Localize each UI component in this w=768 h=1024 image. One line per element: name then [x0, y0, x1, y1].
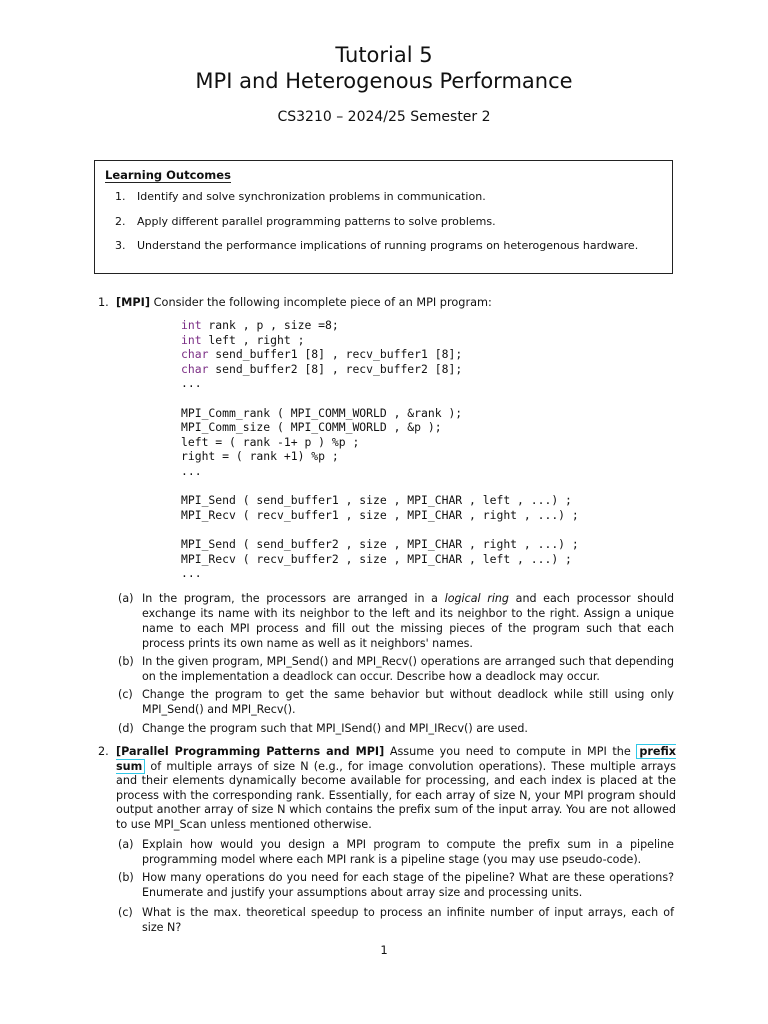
item-number: 3. [115, 239, 126, 252]
subquestion-text: In the given program, MPI_Send() and MPI_Recv() operations are arranged such that depending on the implementation a deadlock can occur. Describe how a deadlock may occur. [142, 655, 674, 683]
subquestion-text [142, 591, 674, 651]
question-2-number: 2. [98, 745, 109, 758]
learning-outcomes-box [94, 160, 673, 274]
question-2-tag: [Parallel Programming Patterns and MPI] [116, 745, 385, 758]
learning-outcome-item [115, 210, 638, 235]
text-part: of multiple arrays of size N (e.g., for image convolution operations). These multiple arrays and their elements dynamically become available for processing, and each index is placed at the process with the corresponding rank. Essentially, for each array of size N, your MPI program should output another array of size N which contains the prefix sum of the input array. You are not allowed to use MPI_Scan unless mentioned otherwise. [116, 759, 676, 831]
title-line-2: MPI and Heterogenous Performance [195, 69, 573, 93]
subquestion-label: (b) [118, 655, 134, 668]
item-text: Understand the performance implications of running programs on heterogenous hardware. [137, 239, 639, 252]
code-keyword: char [181, 347, 209, 362]
code-line: MPI_Recv ( recv_buffer1 , size , MPI_CHAR , right , ...) ; [181, 507, 579, 522]
question-1b [118, 654, 678, 686]
text-part: Assume you need to compute in MPI the [384, 745, 637, 758]
code-line: MPI_Comm_rank ( MPI_COMM_WORLD , &rank ); [181, 405, 463, 420]
item-number: 1. [115, 190, 126, 203]
code-line: right = ( rank +1) %p ; [181, 449, 339, 464]
item-number: 2. [115, 214, 126, 228]
question-1d [118, 721, 678, 737]
text-part: In the program, the processors are arranged in a [142, 592, 445, 605]
question-1-number: 1. [98, 296, 109, 309]
subquestion-text: How many operations do you need for each stage of the pipeline? What are these operations? Enumerate and justify your assumptions about array size and processing units. [142, 871, 674, 899]
code-keyword: int [181, 332, 202, 347]
text-part: and each processor should exchange its name with its neighbor to the left and its neighbor to the right. Assign a unique name to each MPI process and fill out the missing pieces of the program such that each process prints its own name as well as it neighbors' names. [142, 592, 674, 650]
subquestion-label: (d) [118, 722, 134, 735]
learning-outcomes-heading: Learning Outcomes [105, 168, 231, 182]
code-line: MPI_Send ( send_buffer1 , size , MPI_CHAR , left , ...) ; [181, 493, 572, 508]
code-line: ... [181, 376, 202, 391]
code-line: ... [181, 463, 202, 478]
subquestion-label: (c) [118, 906, 133, 919]
code-line: left , right ; [201, 332, 305, 347]
question-1-intro [116, 296, 492, 311]
code-line: MPI_Recv ( recv_buffer2 , size , MPI_CHAR , left , ...) ; [181, 551, 572, 566]
subquestion-label: (b) [118, 871, 134, 884]
code-keyword: char [181, 361, 209, 376]
question-1c [118, 687, 678, 719]
code-keyword: int [181, 318, 202, 332]
learning-outcome-item [115, 234, 639, 259]
question-1-intro-text: Consider the following incomplete piece of an MPI program: [153, 296, 492, 309]
learning-outcome-item [115, 185, 638, 210]
item-text: Identify and solve synchronization problems in communication. [137, 190, 486, 203]
subquestion-text: What is the max. theoretical speedup to process an infinite number of input arrays, each of size N? [142, 906, 674, 934]
code-line: MPI_Comm_size ( MPI_COMM_WORLD , &p ); [181, 420, 442, 435]
question-1a [118, 591, 678, 651]
code-line: MPI_Send ( send_buffer2 , size , MPI_CHAR , right , ...) ; [181, 536, 579, 551]
code-line: left = ( rank -1+ p ) %p ; [181, 434, 360, 449]
subquestion-label: (a) [118, 838, 134, 851]
page-number: 1 [380, 943, 388, 957]
code-line: send_buffer1 [8] , recv_buffer1 [8]; [208, 347, 463, 362]
subquestion-text: Explain how would you design a MPI program to compute the prefix sum in a pipeline programming model where each MPI rank is a pipeline stage (you may use pseudo-code). [142, 838, 674, 866]
question-2c [118, 905, 678, 934]
code-line: ... [181, 566, 202, 581]
code-line: rank , p , size =8; [201, 318, 339, 332]
question-2-intro [116, 745, 676, 832]
subquestion-text: Change the program to get the same behavior but without deadlock while still using only MPI_Send() and MPI_Recv(). [142, 688, 674, 716]
title-line-1: Tutorial 5 [335, 43, 433, 67]
item-text: Apply different parallel programming patterns to solve problems. [137, 214, 496, 228]
course-subtitle: CS3210 – 2024/25 Semester 2 [277, 109, 491, 125]
subquestion-text: Change the program such that MPI_ISend() and MPI_IRecv() are used. [142, 722, 528, 735]
subquestion-label: (a) [118, 592, 134, 605]
learning-outcomes-list [95, 185, 638, 259]
question-2b [118, 870, 678, 902]
question-2a [118, 837, 678, 869]
question-1-tag: [MPI] [116, 296, 151, 309]
code-line: send_buffer2 [8] , recv_buffer2 [8]; [208, 361, 463, 376]
emphasis-text: logical ring [444, 592, 509, 605]
code-listing [181, 318, 579, 581]
subquestion-label: (c) [118, 688, 133, 701]
prefix-sum-link[interactable]: prefix sum [116, 745, 676, 773]
